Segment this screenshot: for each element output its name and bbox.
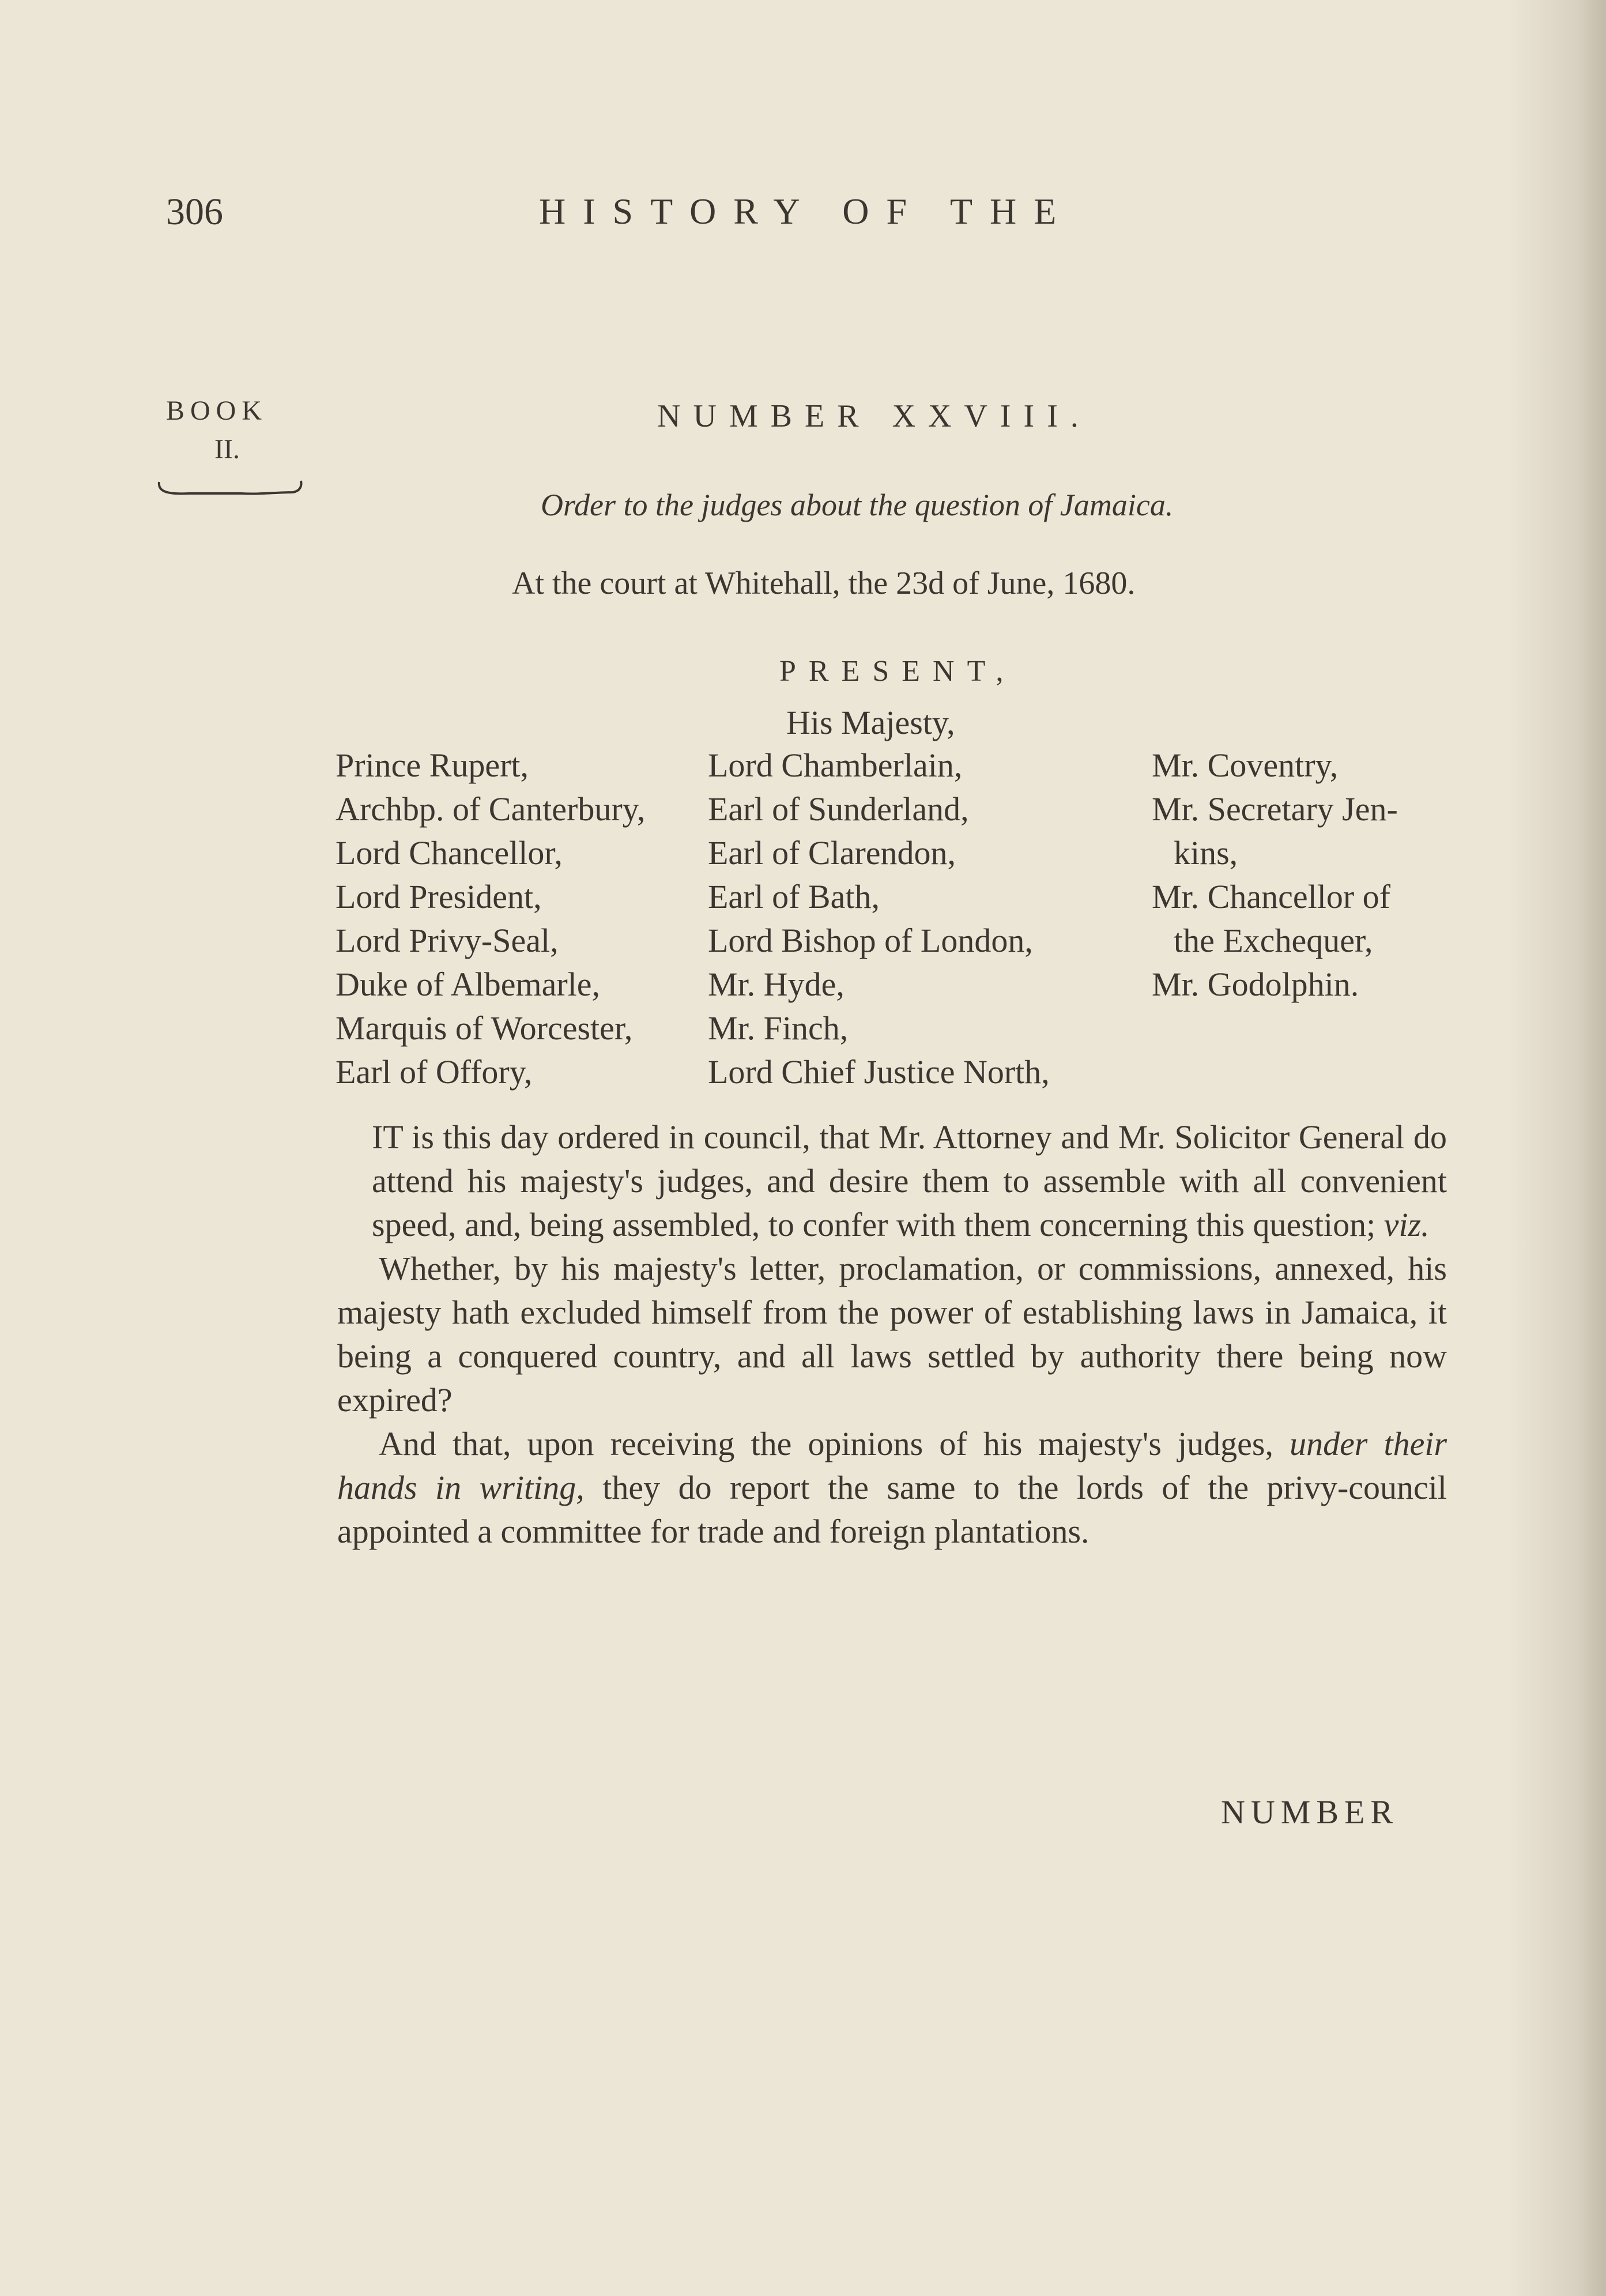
- attendee: Lord President,: [335, 878, 542, 915]
- attendees-column-1: [335, 744, 645, 1094]
- order-body: [337, 1115, 1447, 1554]
- majesty-line: His Majesty,: [786, 704, 955, 741]
- margin-book-label: BOOK: [166, 395, 268, 426]
- attendee: Lord Chief Justice North,: [708, 1053, 1050, 1091]
- flourish-ornament: [154, 478, 304, 502]
- running-head: HISTORY OF THE: [539, 191, 1074, 232]
- body-paragraph-1: [337, 1115, 1447, 1247]
- attendees-column-3: [1152, 744, 1398, 1006]
- attendee: Lord Privy-Seal,: [335, 922, 559, 959]
- viz-italic: viz.: [1383, 1206, 1430, 1243]
- paragraph-text: IT is this day ordered in council, that Mr. Attorney and Mr. Solicitor General do attend his majesty's judges, and desire them to assemble with all convenient speed, and, being assembled, to confer with them concerning this question;: [372, 1118, 1447, 1243]
- attendee: Mr. Secretary Jen-: [1152, 790, 1398, 828]
- page-number: 306: [166, 191, 223, 233]
- date-line: At the court at Whitehall, the 23d of June, 1680.: [512, 565, 1136, 601]
- paragraph-text: they do report the same to the lords of the privy-council appointed a committee for trade and foreign plantations.: [337, 1469, 1447, 1550]
- body-paragraph-2: Whether, by his majesty's letter, proclamation, or commissions, annexed, his majesty hath excluded himself from the power of establishing laws in Jamaica, it being a conquered country, and all laws settled by authority there being now expired?: [337, 1250, 1447, 1419]
- attendee: Earl of Sunderland,: [708, 790, 969, 828]
- attendee: Marquis of Worcester,: [335, 1009, 633, 1047]
- paragraph-text: And that, upon receiving the opinions of his majesty's judges,: [379, 1425, 1273, 1462]
- attendee: Archbp. of Canterbury,: [335, 790, 646, 828]
- attendee: Earl of Bath,: [708, 878, 880, 915]
- attendee: Mr. Finch,: [708, 1009, 849, 1047]
- catchword: NUMBER: [1221, 1793, 1399, 1831]
- attendee: Lord Bishop of London,: [708, 922, 1033, 959]
- attendee: Lord Chamberlain,: [708, 747, 963, 784]
- attendee: Mr. Godolphin.: [1152, 966, 1359, 1003]
- section-title: NUMBER XXVIII.: [657, 398, 1091, 434]
- attendee: Earl of Clarendon,: [708, 834, 956, 872]
- page-edge-shadow: [1508, 0, 1606, 2296]
- attendee: Prince Rupert,: [335, 747, 529, 784]
- italic-phrase: under their hands in writing,: [337, 1425, 1447, 1506]
- attendee: Lord Chancellor,: [335, 834, 563, 872]
- attendee-continuation: the Exchequer,: [1174, 922, 1373, 959]
- margin-book-number: II.: [214, 434, 240, 465]
- attendee: Mr. Hyde,: [708, 966, 845, 1003]
- present-heading: PRESENT,: [779, 655, 1016, 688]
- attendee: Mr. Chancellor of: [1152, 878, 1390, 915]
- section-subtitle: Order to the judges about the question of Jamaica.: [541, 488, 1174, 522]
- attendee: Earl of Offory,: [335, 1053, 533, 1091]
- attendee: Duke of Albemarle,: [335, 966, 601, 1003]
- attendee: Mr. Coventry,: [1152, 747, 1339, 784]
- body-paragraph-3: [337, 1422, 1447, 1554]
- attendees-column-2: [708, 744, 1050, 1094]
- attendee-continuation: kins,: [1174, 834, 1238, 872]
